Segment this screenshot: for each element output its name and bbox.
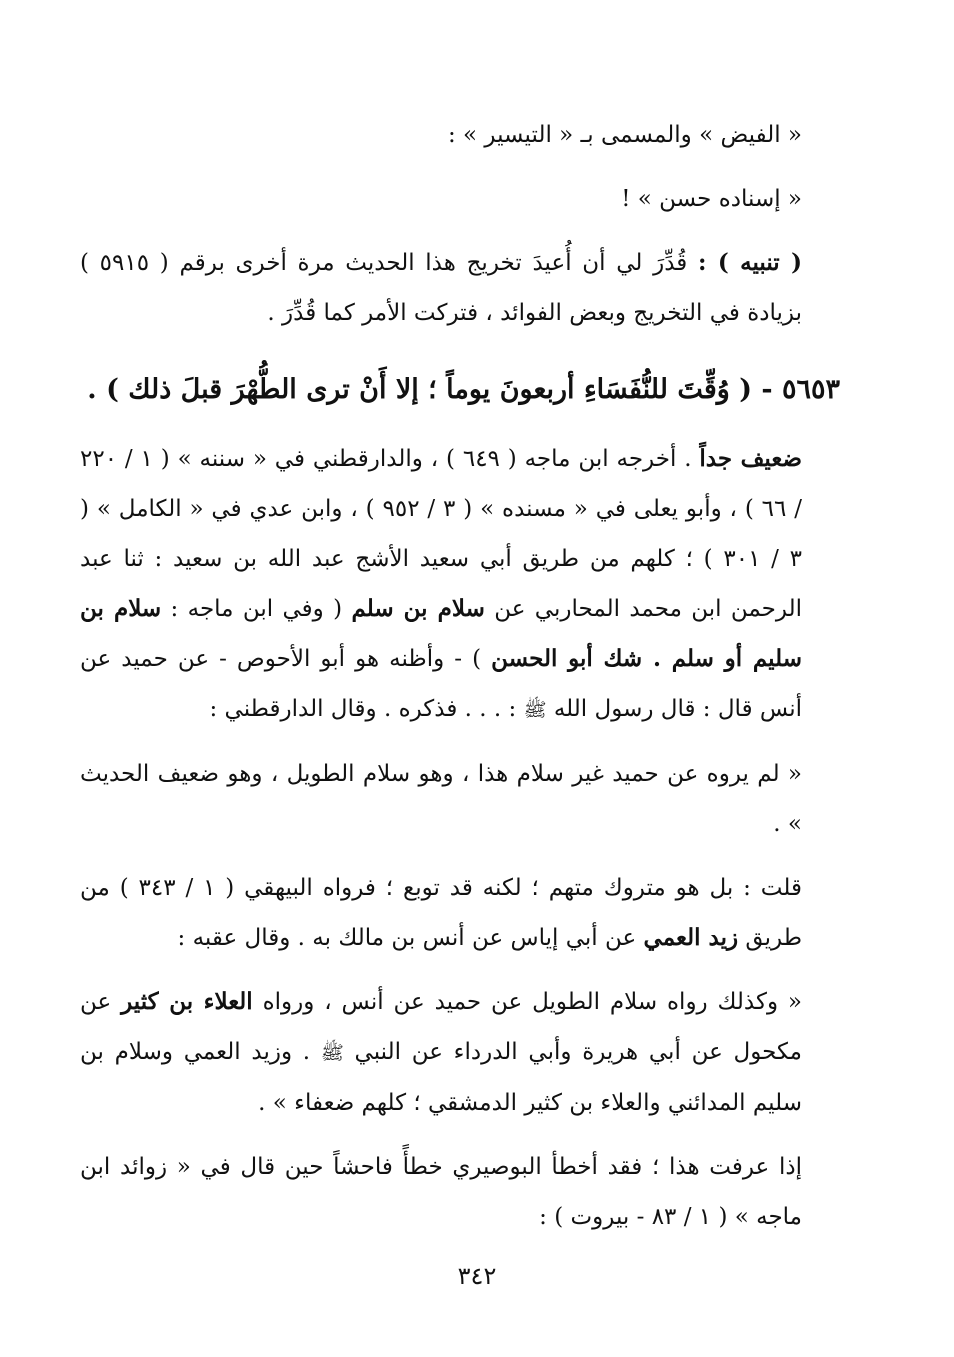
- paragraph-text: قُدِّرَ لي أن أُعيدَ تخريج هذا الحديث مرة أخرى برقم ( ٥٩١٥ ) بزيادة في التخريج وبعض الفوائد ، فتركت الأمر كما قُدِّرَ .: [80, 250, 802, 326]
- tanbih-label: ( تنبيه ) :: [698, 249, 802, 276]
- paragraph-text: عن أبي إياس عن أنس بن مالك به . وقال عقبه :: [177, 925, 644, 951]
- paragraph-isnad-hasan: [80, 174, 840, 224]
- hadith-heading: [80, 360, 840, 420]
- paragraph-daraqutni-quote: [80, 749, 840, 849]
- narrator-name: العلاء بن كثير: [121, 988, 253, 1015]
- paragraph-bayhaqi-quote: [80, 977, 840, 1128]
- paragraph-text: إذا عرفت هذا ؛ فقد أخطأ البوصيري خطأً فاحشاً حين قال في « زوائد ابن ماجه » ( ١ / ٨٣ - بيروت ) :: [80, 1154, 802, 1230]
- page-body: [80, 110, 840, 1242]
- paragraph-text: ) - وأظنه هو أبو الأحوص - عن حميد عن أنس قال : قال رسول الله: [80, 646, 802, 722]
- page-number: ٣٤٢: [457, 1262, 497, 1290]
- paragraph-text: : . . . فذكره . وقال الدارقطني :: [209, 696, 524, 722]
- hadith-heading-text: ٥٦٥٣ - ( وُقِّتَ للنُّفَسَاءِ أربعونَ يوماً ؛ إلا أَنْ ترى الطُّهْرَ قبلَ ذلك ) .: [87, 374, 840, 405]
- paragraph-tanbih: [80, 238, 840, 338]
- narrator-name: زيد العمي: [643, 924, 739, 951]
- narrator-name: سلام بن سلم: [351, 595, 485, 622]
- hadith-grade: ضعيف جداً: [699, 445, 802, 472]
- paragraph-text: قلت : بل هو متروك متهم ؛ لكنه قد توبع ؛ فرواه البيهقي ( ١ / ٣٤٣ ) من طريق: [80, 875, 802, 951]
- salawat-glyph: ﷺ: [523, 699, 547, 721]
- paragraph-busiri: [80, 1142, 840, 1242]
- paragraph-text: « إسناده حسن » !: [621, 186, 802, 212]
- salawat-glyph: ﷺ: [320, 1042, 344, 1064]
- narrator-name: سلام بن سليم أو سلم . شك أبو الحسن: [80, 595, 802, 672]
- paragraph-text: « وكذلك رواه سلام الطويل عن حميد عن أنس ، ورواه: [252, 989, 802, 1015]
- paragraph-feid-quote: [80, 110, 840, 160]
- paragraph-text: « الفيض » والمسمى بـ « التيسير » :: [447, 122, 802, 148]
- paragraph-text: « لم يروه عن حميد غير سلام هذا ، وهو سلام الطويل ، وهو ضعيف الحديث » .: [80, 761, 802, 837]
- paragraph-text: . وزيد العمي وسلام بن سليم المدائني والعلاء بن كثير الدمشقي ؛ كلهم ضعفاء » .: [80, 1039, 802, 1116]
- paragraph-text: . أخرجه ابن ماجه ( ٦٤٩ ) ، والدارقطني في « سننه » ( ١ / ٢٢٠ / ٦٦ ) ، وأبو يعلى في « مسنده » ( ٣ / ٩٥٢ ) ، وابن عدي في « الكامل » ( ٣ / ٣٠١ ) ؛ كلهم من طريق أبي سعيد الأشج عبد الله بن سعيد : ثنا عبد الرحمن ابن محمد المحاربي عن: [80, 446, 803, 622]
- paragraph-takhrij: [80, 434, 840, 735]
- paragraph-qultu: [80, 863, 840, 963]
- paragraph-text: عن مكحول عن أبي هريرة وأبي الدرداء عن النبي: [80, 989, 802, 1065]
- paragraph-text: ( وفي ابن ماجه :: [161, 596, 352, 622]
